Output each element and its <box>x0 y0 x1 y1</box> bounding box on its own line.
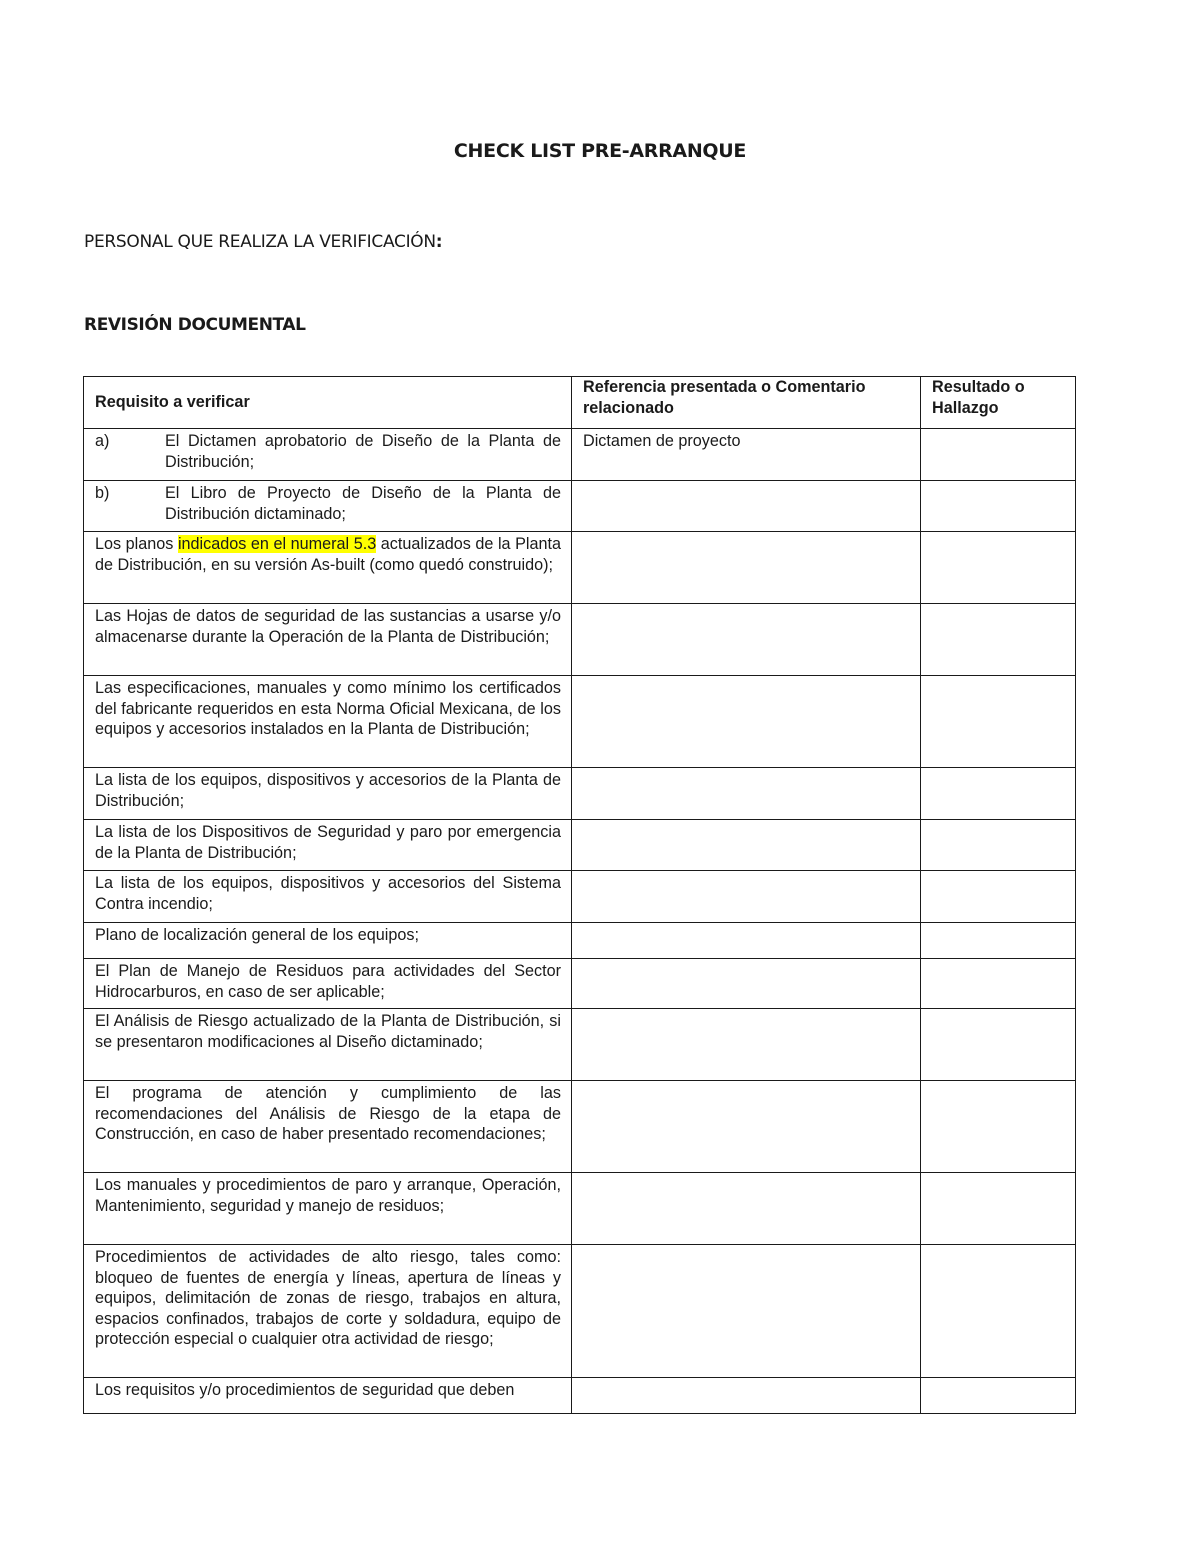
resultado-cell[interactable] <box>921 1245 1076 1378</box>
resultado-cell[interactable] <box>921 532 1076 604</box>
referencia-cell[interactable] <box>572 871 921 923</box>
requisito-cell: Los manuales y procedimientos de paro y arranque, Operación, Mantenimiento, seguridad y manejo de residuos; <box>84 1173 572 1245</box>
requisito-cell: La lista de los Dispositivos de Seguridad y paro por emergencia de la Planta de Distribución; <box>84 820 572 871</box>
requisito-cell: El Análisis de Riesgo actualizado de la Planta de Distribución, si se presentaron modificaciones al Diseño dictaminado; <box>84 1009 572 1081</box>
referencia-cell[interactable] <box>572 1081 921 1173</box>
requisito-cell: Las Hojas de datos de seguridad de las sustancias a usarse y/o almacenarse durante la Operación de la Planta de Distribución; <box>84 604 572 676</box>
page-title: CHECK LIST PRE-ARRANQUE <box>453 140 747 162</box>
requisito-cell: El programa de atención y cumplimiento de las recomendaciones del Análisis de Riesgo de la etapa de Construcción, en caso de haber presentado recomendaciones; <box>84 1081 572 1173</box>
table-row <box>84 871 1076 923</box>
table-row <box>84 768 1076 820</box>
referencia-cell[interactable]: Dictamen de proyecto <box>572 429 921 481</box>
referencia-cell[interactable] <box>572 1245 921 1378</box>
resultado-cell[interactable] <box>921 959 1076 1009</box>
table-row <box>84 1378 1076 1414</box>
table-row <box>84 532 1076 604</box>
resultado-cell[interactable] <box>921 1378 1076 1414</box>
requisito-cell: Los requisitos y/o procedimientos de seguridad que deben <box>84 1378 572 1414</box>
resultado-cell[interactable] <box>921 429 1076 481</box>
resultado-cell[interactable] <box>921 1009 1076 1081</box>
header-requisito: Requisito a verificar <box>84 377 572 429</box>
resultado-cell[interactable] <box>921 604 1076 676</box>
table-row <box>84 1081 1076 1173</box>
referencia-cell[interactable] <box>572 820 921 871</box>
resultado-cell[interactable] <box>921 871 1076 923</box>
requisito-cell <box>84 481 572 532</box>
resultado-cell[interactable] <box>921 923 1076 959</box>
header-referencia: Referencia presentada o Comentario relacionado <box>572 377 921 429</box>
referencia-cell[interactable] <box>572 923 921 959</box>
requisito-text: El Dictamen aprobatorio de Diseño de la Planta de Distribución; <box>165 432 561 471</box>
resultado-cell[interactable] <box>921 820 1076 871</box>
referencia-cell[interactable] <box>572 1173 921 1245</box>
requisito-cell: Procedimientos de actividades de alto riesgo, tales como: bloqueo de fuentes de energía y líneas, apertura de líneas y equipos, delimitación de zonas de riesgo, trabajos en altura, espacios confinados, trabajos de corte y soldadura, equipo de protección especial o cualquier otra actividad de riesgo; <box>84 1245 572 1378</box>
table-row <box>84 604 1076 676</box>
table-header-row <box>84 377 1076 429</box>
header-resultado: Resultado o Hallazgo <box>921 377 1076 429</box>
highlighted-text: indicados en el numeral 5.3 <box>177 535 377 553</box>
resultado-cell[interactable] <box>921 1081 1076 1173</box>
requisito-cell <box>84 532 572 604</box>
resultado-cell[interactable] <box>921 1173 1076 1245</box>
checklist-table <box>83 376 1076 1414</box>
requisito-cell <box>84 429 572 481</box>
referencia-cell[interactable] <box>572 676 921 768</box>
table-row <box>84 1173 1076 1245</box>
referencia-cell[interactable] <box>572 959 921 1009</box>
resultado-cell[interactable] <box>921 676 1076 768</box>
section-title: REVISIÓN DOCUMENTAL <box>84 315 306 335</box>
requisito-text-post: actualizados de la Planta de Distribución, en su versión As-built (como quedó construido); <box>95 535 562 574</box>
personal-label-text: PERSONAL QUE REALIZA LA VERIFICACIÓN <box>84 232 436 252</box>
referencia-cell[interactable] <box>572 1009 921 1081</box>
referencia-cell[interactable] <box>572 481 921 532</box>
requisito-cell: Las especificaciones, manuales y como mínimo los certificados del fabricante requeridos en esta Norma Oficial Mexicana, de los equipos y accesorios instalados en la Planta de Distribución; <box>84 676 572 768</box>
referencia-cell[interactable] <box>572 768 921 820</box>
table-row <box>84 676 1076 768</box>
table-row <box>84 959 1076 1009</box>
requisito-cell: La lista de los equipos, dispositivos y accesorios de la Planta de Distribución; <box>84 768 572 820</box>
list-label: a) <box>95 432 110 450</box>
referencia-cell[interactable] <box>572 1378 921 1414</box>
resultado-cell[interactable] <box>921 768 1076 820</box>
table-row <box>84 481 1076 532</box>
table-row <box>84 429 1076 481</box>
requisito-cell: El Plan de Manejo de Residuos para actividades del Sector Hidrocarburos, en caso de ser aplicable; <box>84 959 572 1009</box>
list-label: b) <box>95 484 110 502</box>
referencia-cell[interactable] <box>572 532 921 604</box>
requisito-cell: Plano de localización general de los equipos; <box>84 923 572 959</box>
personal-label-colon: : <box>435 232 443 252</box>
table-row <box>84 820 1076 871</box>
requisito-cell: La lista de los equipos, dispositivos y accesorios del Sistema Contra incendio; <box>84 871 572 923</box>
requisito-text-pre: Los planos <box>95 535 178 553</box>
personal-verificacion-label <box>84 232 442 252</box>
resultado-cell[interactable] <box>921 481 1076 532</box>
table-row <box>84 1245 1076 1378</box>
table-row <box>84 923 1076 959</box>
table-row <box>84 1009 1076 1081</box>
referencia-cell[interactable] <box>572 604 921 676</box>
requisito-text: El Libro de Proyecto de Diseño de la Planta de Distribución dictaminado; <box>165 484 561 523</box>
